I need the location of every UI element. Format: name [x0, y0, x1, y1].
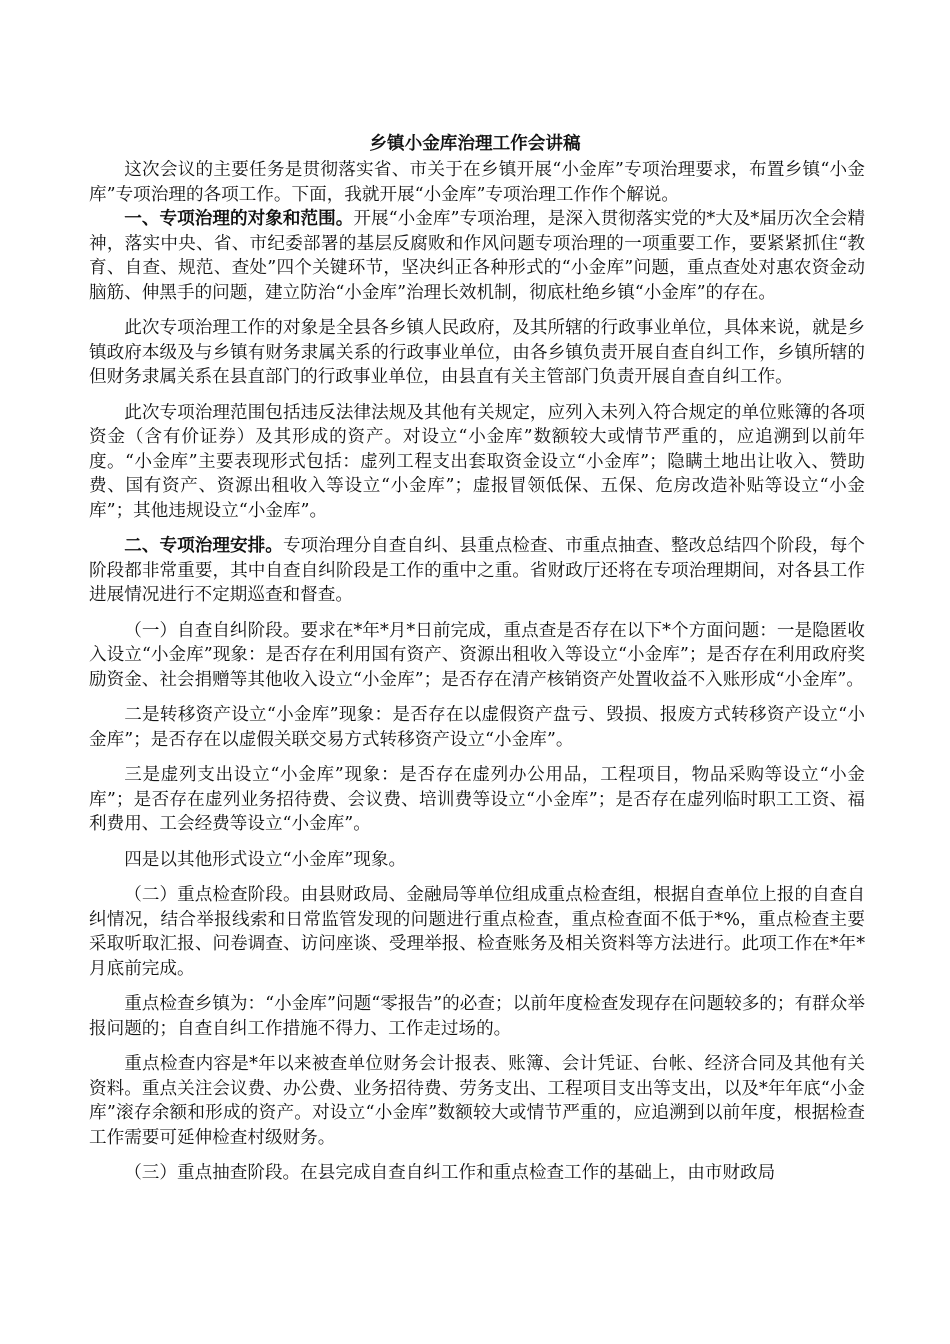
- paragraph-text: 此次专项治理范围包括违反法律法规及其他有关规定，应列入未列入符合规定的单位账簿的各项资金（含有价证券）及其形成的资产。对设立“小金库”数额较大或情节严重的，应追溯到以前年度。“小金库”主要表现形式包括：虚列工程支出套取资金设立“小金库”；隐瞒土地出让收入、赞助费、国有资产、资源出租收入等设立“小金库”；虚报冒领低保、五保、危房改造补贴等设立“小金库”；其他违规设立“小金库”。: [89, 402, 865, 521]
- paragraph: [89, 316, 865, 390]
- document-title: 乡镇小金库治理工作会讲稿: [369, 134, 581, 154]
- paragraph: [89, 158, 865, 207]
- paragraph: [89, 534, 865, 608]
- paragraph-text: 开展“小金库”专项治理，是深入贯彻落实党的*大及*届历次全会精神，落实中央、省、市纪委部署的基层反腐败和作风问题专项治理的一项重要工作，要紧紧抓住“教育、自查、规范、查处”四个关键环节，坚决纠正各种形式的“小金库”问题，重点查处对惠农资金动脑筋、伸黑手的问题，建立防治“小金库”治理长效机制，彻底杜绝乡镇“小金库”的存在。: [89, 209, 865, 303]
- paragraph-text: 此次专项治理工作的对象是全县各乡镇人民政府，及其所辖的行政事业单位，具体来说，就是乡镇政府本级及与乡镇有财务隶属关系的行政事业单位，由各乡镇负责开展自查自纠工作，乡镇所辖的但财务隶属关系在县直部门的行政事业单位，由县直有关主管部门负责开展自查自纠工作。: [89, 318, 865, 387]
- paragraph-text: 二是转移资产设立“小金库”现象：是否存在以虚假资产盘亏、毁损、报废方式转移资产设立“小金库”；是否存在以虚假关联交易方式转移资产设立“小金库”。: [89, 705, 865, 750]
- paragraph-text: （三）重点抽查阶段。在县完成自查自纠工作和重点检查工作的基础上，由市财政局: [124, 1163, 776, 1183]
- paragraph: [89, 207, 865, 305]
- paragraph: [89, 883, 865, 981]
- paragraph: [89, 763, 865, 837]
- section-heading: 一、专项治理的对象和范围。: [124, 209, 354, 229]
- document-body: [89, 158, 865, 1186]
- paragraph-text: 三是虚列支出设立“小金库”现象：是否存在虚列办公用品，工程项目，物品采购等设立“小金库”；是否存在虚列业务招待费、会议费、培训费等设立“小金库”；是否存在虚列临时职工工资、福利费用、工会经费等设立“小金库”。: [89, 765, 865, 834]
- paragraph-text: 专项治理分自查自纠、县重点检查、市重点抽查、整改总结四个阶段，每个阶段都非常重要，其中自查自纠阶段是工作的重中之重。省财政厅还将在专项治理期间，对各县工作进展情况进行不定期巡查和督查。: [89, 536, 865, 605]
- paragraph-text: （一）自查自纠阶段。要求在*年*月*日前完成，重点查是否存在以下*个方面问题：一是隐匿收入设立“小金库”现象：是否存在利用国有资产、资源出租收入等设立“小金库”；是否存在利用政府奖励资金、社会捐赠等其他收入设立“小金库”；是否存在清产核销资产处置收益不入账形成“小金库”。: [89, 620, 865, 690]
- paragraph-text: 四是以其他形式设立“小金库”现象。: [124, 849, 407, 870]
- paragraph: [89, 848, 865, 873]
- paragraph: [89, 619, 865, 693]
- paragraph: [89, 703, 865, 752]
- paragraph-text: 重点检查内容是*年以来被查单位财务会计报表、账簿、会计凭证、台帐、经济合同及其他有关资料。重点关注会议费、办公费、业务招待费、劳务支出、工程项目支出等支出，以及*年年底“小金库”滚存余额和形成的资产。对设立“小金库”数额较大或情节严重的，应追溯到以前年度，根据检查工作需要可延伸检查村级财务。: [89, 1054, 865, 1148]
- paragraph: [89, 401, 865, 524]
- paragraph-text: （二）重点检查阶段。由县财政局、金融局等单位组成重点检查组，根据自查单位上报的自查自纠情况，结合举报线索和日常监管发现的问题进行重点检查，重点检查面不低于*%，重点检查主要采取听取汇报、问卷调查、访问座谈、受理举报、检查账务及相关资料等方法进行。此项工作在*年*月底前完成。: [89, 885, 865, 979]
- section-heading: 二、专项治理安排。: [124, 536, 283, 556]
- paragraph: [89, 1052, 865, 1150]
- paragraph: [89, 992, 865, 1041]
- paragraph: [89, 1161, 865, 1186]
- paragraph-text: 重点检查乡镇为：“小金库”问题“零报告”的必查；以前年度检查发现存在问题较多的；有群众举报问题的；自查自纠工作措施不得力、工作走过场的。: [89, 994, 865, 1039]
- paragraph-text: 这次会议的主要任务是贯彻落实省、市关于在乡镇开展“小金库”专项治理要求，布置乡镇“小金库”专项治理的各项工作。下面，我就开展“小金库”专项治理工作作个解说。: [89, 160, 865, 205]
